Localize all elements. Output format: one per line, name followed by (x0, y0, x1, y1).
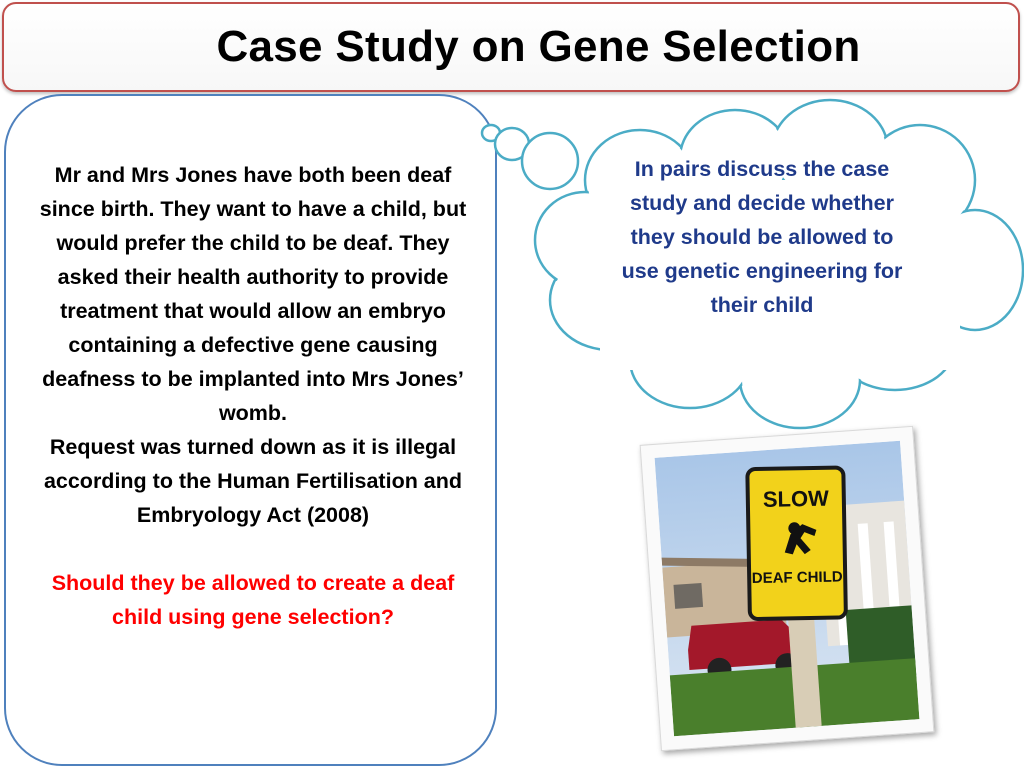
window (673, 583, 703, 609)
sign-text-top: SLOW (762, 485, 830, 512)
case-study-box (4, 94, 497, 766)
thought-bubble-text: In pairs discuss the case study and decide whether they should be allowed to use genetic engineering for their child (621, 157, 903, 317)
case-study-paragraph-2: Request was turned down as it is illegal according to the Human Fertilisation and Embryology Act (2008) (43, 435, 463, 527)
case-study-paragraph-1: Mr and Mrs Jones have both been deaf since birth. They want to have a child, but would prefer the child to be deaf. They asked their health authority to provide treatment that would allow an embryo containing a defective gene causing deafness to be implanted into Mrs Jones’ womb. (39, 163, 467, 425)
sign-text-bottom: DEAF CHILD (751, 568, 843, 588)
slide-title: Case Study on Gene Selection (216, 22, 861, 71)
case-study-text (38, 158, 468, 634)
photo-image (655, 441, 920, 736)
title-banner (2, 2, 1020, 92)
paragraph-spacer (38, 532, 468, 566)
deaf-child-sign-photo (640, 426, 935, 751)
road-sign (747, 467, 846, 619)
discussion-question: Should they be allowed to create a deaf child using gene selection? (51, 571, 455, 629)
